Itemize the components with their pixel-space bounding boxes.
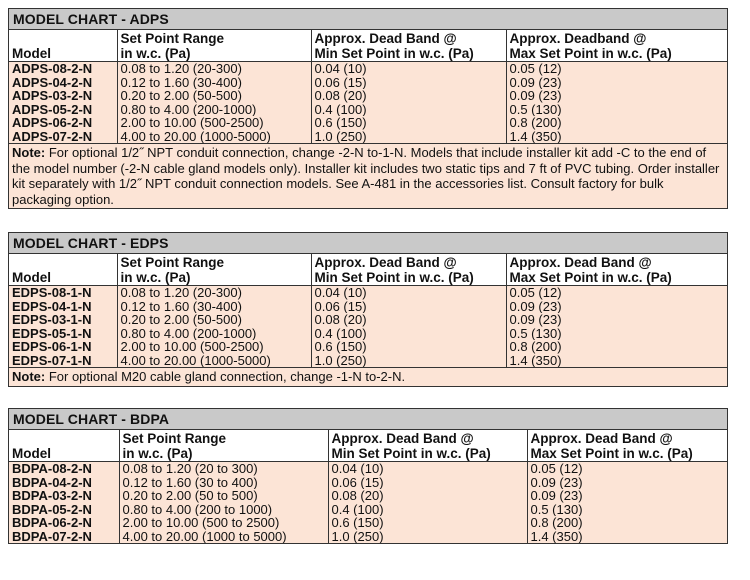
table-row bbox=[9, 62, 727, 76]
table-row bbox=[9, 354, 727, 368]
edps-header-row bbox=[9, 254, 727, 286]
model-cell: ADPS-06-2-N bbox=[9, 116, 117, 130]
max-dead-band-cell: 0.05 (12) bbox=[527, 462, 727, 476]
model-cell: EDPS-05-1-N bbox=[9, 327, 117, 341]
table-row bbox=[9, 103, 727, 117]
model-cell: BDPA-03-2-N bbox=[9, 489, 119, 503]
set-point-range-cell: 0.80 to 4.00 (200-1000) bbox=[117, 327, 311, 341]
max-dead-band-cell: 1.4 (350) bbox=[506, 130, 727, 144]
max-dead-band-header: Approx. Dead Band @ Max Set Point in w.c. (Pa) bbox=[527, 430, 727, 462]
set-point-range-cell: 2.00 to 10.00 (500 to 2500) bbox=[119, 516, 328, 530]
bdpa-rows bbox=[9, 462, 727, 544]
bdpa-model-chart bbox=[8, 408, 728, 544]
set-point-range-cell: 0.12 to 1.60 (30-400) bbox=[117, 76, 311, 90]
min-dead-band-cell: 0.08 (20) bbox=[311, 313, 506, 327]
min-dead-band-cell: 0.04 (10) bbox=[328, 462, 527, 476]
table-row bbox=[9, 116, 727, 130]
model-cell: ADPS-07-2-N bbox=[9, 130, 117, 144]
min-dead-band-cell: 1.0 (250) bbox=[311, 130, 506, 144]
max-dead-band-cell: 0.8 (200) bbox=[506, 340, 727, 354]
model-cell: EDPS-07-1-N bbox=[9, 354, 117, 368]
table-row bbox=[9, 313, 727, 327]
max-dead-band-cell: 0.05 (12) bbox=[506, 62, 727, 76]
model-cell: EDPS-04-1-N bbox=[9, 300, 117, 314]
table-row bbox=[9, 530, 727, 544]
min-dead-band-cell: 0.6 (150) bbox=[311, 340, 506, 354]
set-point-range-cell: 0.12 to 1.60 (30 to 400) bbox=[119, 476, 328, 490]
set-point-range-cell: 0.20 to 2.00 (50 to 500) bbox=[119, 489, 328, 503]
min-dead-band-cell: 0.6 (150) bbox=[311, 116, 506, 130]
model-header: Model bbox=[9, 30, 117, 62]
edps-chart-title: MODEL CHART - EDPS bbox=[9, 233, 727, 254]
edps-model-chart bbox=[8, 232, 728, 387]
max-dead-band-cell: 0.5 (130) bbox=[527, 503, 727, 517]
model-cell: EDPS-03-1-N bbox=[9, 313, 117, 327]
max-dead-band-cell: 0.5 (130) bbox=[506, 103, 727, 117]
min-dead-band-cell: 0.04 (10) bbox=[311, 62, 506, 76]
model-cell: ADPS-05-2-N bbox=[9, 103, 117, 117]
set-point-range-cell: 4.00 to 20.00 (1000-5000) bbox=[117, 130, 311, 144]
max-dead-band-cell: 0.09 (23) bbox=[527, 489, 727, 503]
set-point-range-cell: 0.08 to 1.20 (20 to 300) bbox=[119, 462, 328, 476]
min-dead-band-cell: 0.08 (20) bbox=[311, 89, 506, 103]
bdpa-header-row bbox=[9, 430, 727, 462]
set-point-range-header: Set Point Range in w.c. (Pa) bbox=[117, 254, 311, 286]
min-dead-band-cell: 0.4 (100) bbox=[328, 503, 527, 517]
max-dead-band-cell: 0.09 (23) bbox=[527, 476, 727, 490]
table-row bbox=[9, 300, 727, 314]
min-dead-band-cell: 0.04 (10) bbox=[311, 286, 506, 300]
bdpa-table bbox=[9, 430, 727, 543]
adps-model-chart bbox=[8, 8, 728, 209]
min-dead-band-cell: 0.06 (15) bbox=[311, 300, 506, 314]
adps-header-row bbox=[9, 30, 727, 62]
table-row bbox=[9, 503, 727, 517]
adps-chart-title: MODEL CHART - ADPS bbox=[9, 9, 727, 30]
set-point-range-cell: 0.80 to 4.00 (200-1000) bbox=[117, 103, 311, 117]
max-dead-band-cell: 0.05 (12) bbox=[506, 286, 727, 300]
model-cell: BDPA-06-2-N bbox=[9, 516, 119, 530]
min-dead-band-cell: 0.6 (150) bbox=[328, 516, 527, 530]
set-point-range-header: Set Point Range in w.c. (Pa) bbox=[117, 30, 311, 62]
model-header: Model bbox=[9, 430, 119, 462]
table-row bbox=[9, 327, 727, 341]
model-cell: ADPS-03-2-N bbox=[9, 89, 117, 103]
model-cell: BDPA-08-2-N bbox=[9, 462, 119, 476]
model-cell: BDPA-07-2-N bbox=[9, 530, 119, 544]
bdpa-chart-title: MODEL CHART - BDPA bbox=[9, 409, 727, 430]
note-text: For optional 1/2˝ NPT conduit connection, change -2-N to-1-N. Models that include installer kit add -C to the end of the model number (-2-N cable gland models only). Installer kit includes two static tips and 7 ft of PVC tubing. Order installer kit separately with 1/2˝ NPT conduit connection models. See A-481 in the accessories list. Consult factory for bulk packaging option. bbox=[12, 145, 720, 207]
edps-note bbox=[9, 367, 727, 386]
min-dead-band-cell: 0.4 (100) bbox=[311, 103, 506, 117]
model-cell: ADPS-04-2-N bbox=[9, 76, 117, 90]
min-dead-band-cell: 0.06 (15) bbox=[328, 476, 527, 490]
table-row bbox=[9, 130, 727, 144]
note-label: Note: bbox=[12, 369, 46, 384]
min-dead-band-cell: 0.06 (15) bbox=[311, 76, 506, 90]
set-point-range-cell: 2.00 to 10.00 (500-2500) bbox=[117, 116, 311, 130]
set-point-range-cell: 0.12 to 1.60 (30-400) bbox=[117, 300, 311, 314]
model-cell: BDPA-04-2-N bbox=[9, 476, 119, 490]
max-dead-band-cell: 0.09 (23) bbox=[506, 89, 727, 103]
set-point-range-cell: 0.80 to 4.00 (200 to 1000) bbox=[119, 503, 328, 517]
max-dead-band-header: Approx. Deadband @ Max Set Point in w.c. (Pa) bbox=[506, 30, 727, 62]
edps-rows bbox=[9, 286, 727, 368]
note-text: For optional M20 cable gland connection, change -1-N to-2-N. bbox=[45, 369, 406, 384]
min-dead-band-cell: 1.0 (250) bbox=[328, 530, 527, 544]
table-row bbox=[9, 89, 727, 103]
table-row bbox=[9, 76, 727, 90]
model-cell: BDPA-05-2-N bbox=[9, 503, 119, 517]
max-dead-band-cell: 1.4 (350) bbox=[506, 354, 727, 368]
table-row bbox=[9, 516, 727, 530]
note-label: Note: bbox=[12, 145, 46, 160]
set-point-range-cell: 0.08 to 1.20 (20-300) bbox=[117, 286, 311, 300]
min-dead-band-cell: 0.08 (20) bbox=[328, 489, 527, 503]
set-point-range-header: Set Point Range in w.c. (Pa) bbox=[119, 430, 328, 462]
min-dead-band-cell: 0.4 (100) bbox=[311, 327, 506, 341]
max-dead-band-cell: 0.8 (200) bbox=[506, 116, 727, 130]
set-point-range-cell: 0.20 to 2.00 (50-500) bbox=[117, 313, 311, 327]
edps-table bbox=[9, 254, 727, 367]
table-row bbox=[9, 340, 727, 354]
max-dead-band-cell: 0.09 (23) bbox=[506, 300, 727, 314]
set-point-range-cell: 0.20 to 2.00 (50-500) bbox=[117, 89, 311, 103]
max-dead-band-cell: 0.5 (130) bbox=[506, 327, 727, 341]
min-dead-band-header: Approx. Dead Band @ Min Set Point in w.c. (Pa) bbox=[328, 430, 527, 462]
set-point-range-cell: 4.00 to 20.00 (1000-5000) bbox=[117, 354, 311, 368]
model-cell: EDPS-06-1-N bbox=[9, 340, 117, 354]
model-cell: ADPS-08-2-N bbox=[9, 62, 117, 76]
adps-table bbox=[9, 30, 727, 143]
set-point-range-cell: 0.08 to 1.20 (20-300) bbox=[117, 62, 311, 76]
set-point-range-cell: 2.00 to 10.00 (500-2500) bbox=[117, 340, 311, 354]
adps-note bbox=[9, 143, 727, 208]
table-row bbox=[9, 476, 727, 490]
model-cell: EDPS-08-1-N bbox=[9, 286, 117, 300]
set-point-range-cell: 4.00 to 20.00 (1000 to 5000) bbox=[119, 530, 328, 544]
max-dead-band-cell: 0.8 (200) bbox=[527, 516, 727, 530]
min-dead-band-cell: 1.0 (250) bbox=[311, 354, 506, 368]
min-dead-band-header: Approx. Dead Band @ Min Set Point in w.c. (Pa) bbox=[311, 254, 506, 286]
adps-rows bbox=[9, 62, 727, 144]
table-row bbox=[9, 489, 727, 503]
max-dead-band-cell: 0.09 (23) bbox=[506, 313, 727, 327]
min-dead-band-header: Approx. Dead Band @ Min Set Point in w.c. (Pa) bbox=[311, 30, 506, 62]
max-dead-band-cell: 1.4 (350) bbox=[527, 530, 727, 544]
table-row bbox=[9, 462, 727, 476]
max-dead-band-header: Approx. Dead Band @ Max Set Point in w.c. (Pa) bbox=[506, 254, 727, 286]
model-header: Model bbox=[9, 254, 117, 286]
max-dead-band-cell: 0.09 (23) bbox=[506, 76, 727, 90]
table-row bbox=[9, 286, 727, 300]
